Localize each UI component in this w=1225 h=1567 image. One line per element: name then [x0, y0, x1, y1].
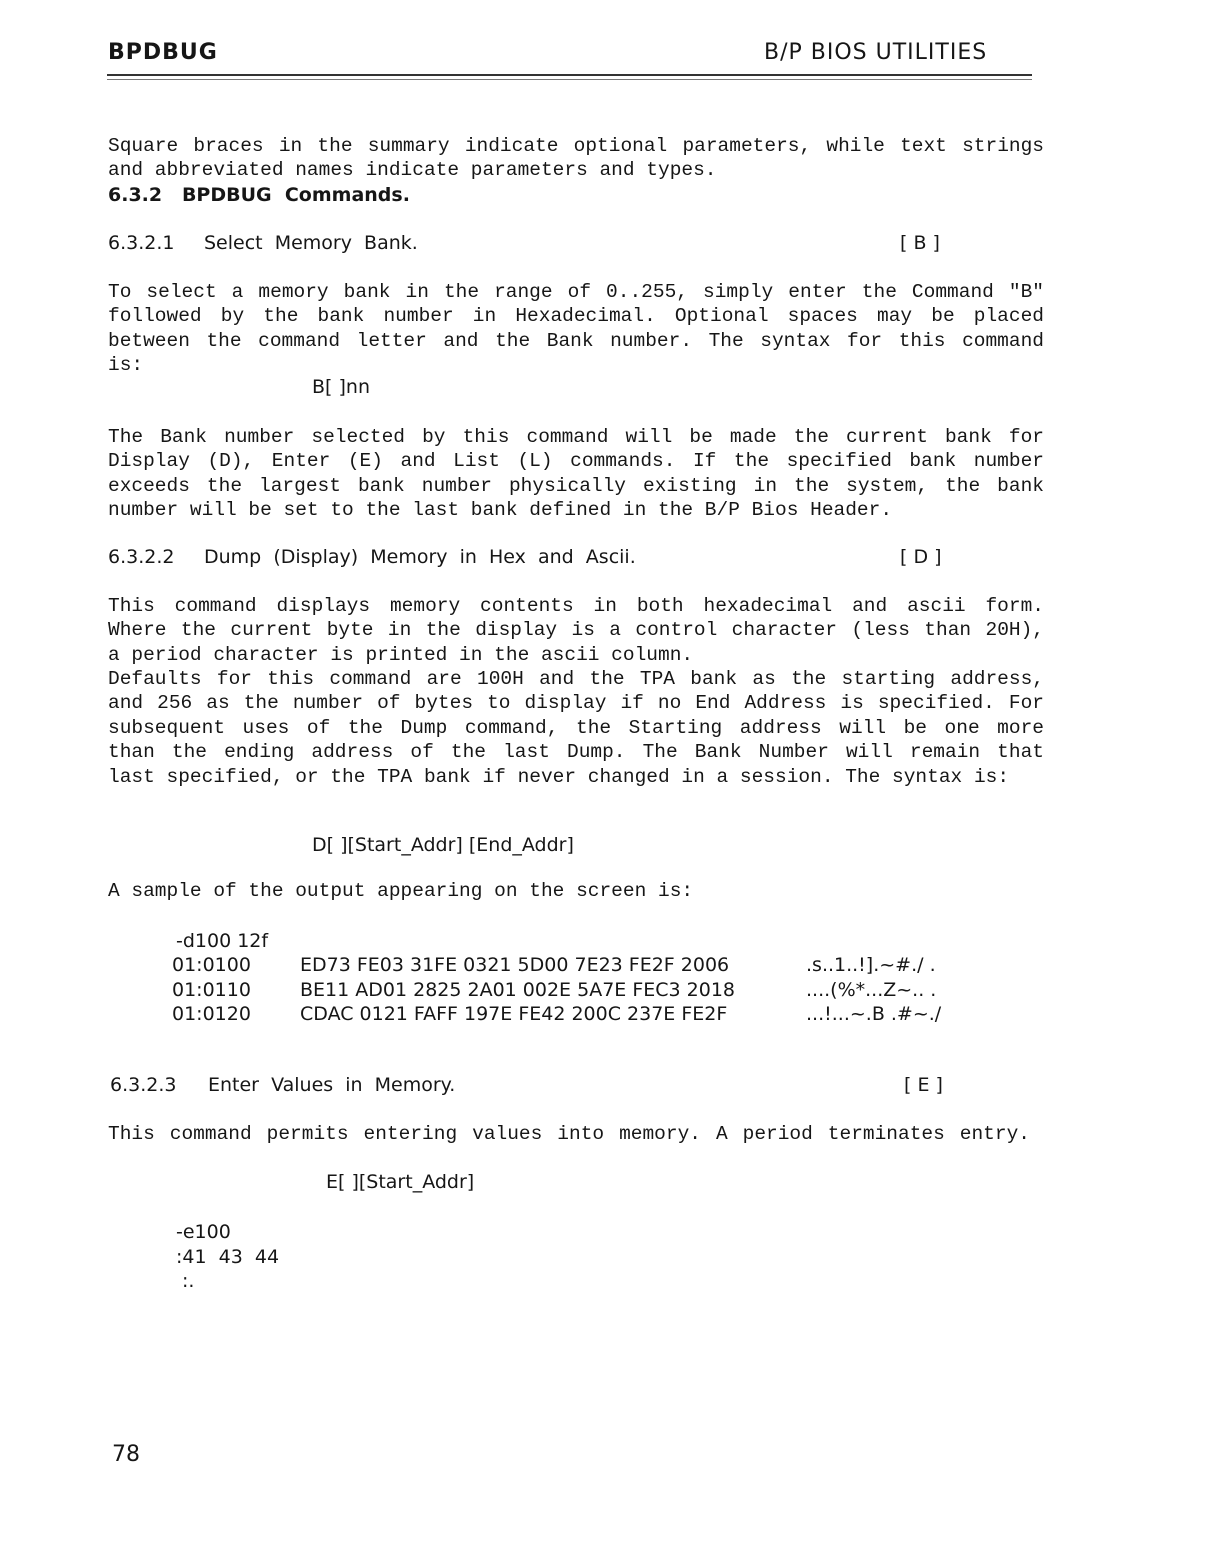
paragraph-line: This command permits entering values into memory. A period terminates entry. — [108, 1123, 1030, 1145]
paragraph-line: followed by the bank number in Hexadecimal. Optional spaces may be placed — [108, 305, 1044, 328]
paragraph-line: The Bank number selected by this command will be made the current bank for — [108, 426, 1044, 448]
section-number-select-bank: 6.3.2.1 — [108, 232, 175, 254]
paragraph-line: and 256 as the number of bytes to display if no End Address is specified. For — [108, 692, 1044, 715]
section-title-dump: Dump (Display) Memory in Hex and Ascii. — [204, 546, 636, 568]
paragraph-line: a period character is printed in the ascii column. — [108, 643, 694, 666]
running-header-left: BPDBUG — [108, 40, 218, 65]
enter-sample-line: -e100 — [176, 1221, 231, 1243]
dump-paragraph-2 — [108, 667, 1044, 789]
command-key-b: [ B ] — [900, 232, 940, 254]
dump-row-address: 01:0110 — [172, 979, 251, 1001]
intro-line: Square braces in the summary indicate optional parameters, while text strings — [108, 135, 1044, 157]
enter-sample-line: :41 43 44 — [176, 1246, 280, 1268]
paragraph-line: To select a memory bank in the range of 0..255, simply enter the Command "B" — [108, 281, 1044, 303]
paragraph-line: than the ending address of the last Dump. The Bank Number will remain that — [108, 741, 1044, 764]
enter-paragraph-1 — [108, 1122, 1044, 1146]
paragraph-line: Defaults for this command are 100H and the TPA bank as the starting address, — [108, 668, 1044, 690]
enter-sample-line: :. — [182, 1270, 195, 1292]
dump-paragraph-1 — [108, 594, 1044, 667]
header-rule — [107, 74, 1032, 76]
paragraph-line: subsequent uses of the Dump command, the Starting address will be one more — [108, 716, 1044, 739]
dump-row-address: 01:0120 — [172, 1003, 251, 1025]
page-number: 78 — [112, 1442, 140, 1467]
dump-row-hex: CDAC 0121 FAFF 197E FE42 200C 237E FE2F — [300, 1003, 728, 1025]
running-header-right: B/P BIOS UTILITIES — [764, 40, 988, 65]
dump-row-ascii: ...!...~.B .#~./ — [806, 1003, 942, 1025]
section-title-select-bank: Select Memory Bank. — [204, 232, 418, 254]
dump-row-ascii: ....(%*...Z~.. . — [806, 979, 937, 1001]
dump-row-hex: BE11 AD01 2825 2A01 002E 5A7E FEC3 2018 — [300, 979, 736, 1001]
section-number-enter: 6.3.2.3 — [110, 1074, 177, 1096]
dump-row-address: 01:0100 — [172, 954, 251, 976]
syntax-bank: B[ ]nn — [312, 376, 370, 398]
dump-row-ascii: .s..1..!].~#./ . — [806, 954, 936, 976]
intro-paragraph — [108, 134, 1044, 183]
header-rule-thin — [107, 79, 1032, 80]
section-number-dump: 6.3.2.2 — [108, 546, 175, 568]
paragraph-line: is: — [108, 354, 144, 377]
command-key-e: [ E ] — [904, 1074, 943, 1096]
select-bank-paragraph-1 — [108, 280, 1044, 378]
paragraph-line: exceeds the largest bank number physically existing in the system, the bank — [108, 474, 1044, 497]
paragraph-line: between the command letter and the Bank number. The syntax for this command — [108, 329, 1044, 352]
syntax-dump: D[ ][Start_Addr] [End_Addr] — [312, 834, 574, 856]
sample-intro: A sample of the output appearing on the screen is: — [108, 880, 694, 902]
intro-line: and abbreviated names indicate parameters and types. — [108, 159, 717, 182]
paragraph-line: number will be set to the last bank defined in the B/P Bios Header. — [108, 499, 893, 522]
dump-sample-command: -d100 12f — [176, 930, 269, 952]
select-bank-paragraph-2 — [108, 425, 1044, 523]
syntax-enter: E[ ][Start_Addr] — [326, 1171, 475, 1193]
paragraph-line: Where the current byte in the display is a control character (less than 20H), — [108, 619, 1044, 642]
paragraph-line: This command displays memory contents in both hexadecimal and ascii form. — [108, 595, 1044, 617]
paragraph-line: last specified, or the TPA bank if never changed in a session. The syntax is: — [108, 765, 1010, 788]
section-heading-commands: 6.3.2 BPDBUG Commands. — [108, 184, 410, 206]
dump-row-hex: ED73 FE03 31FE 0321 5D00 7E23 FE2F 2006 — [300, 954, 730, 976]
section-title-enter: Enter Values in Memory. — [208, 1074, 456, 1096]
command-key-d: [ D ] — [900, 546, 942, 568]
paragraph-line: Display (D), Enter (E) and List (L) commands. If the specified bank number — [108, 450, 1044, 473]
